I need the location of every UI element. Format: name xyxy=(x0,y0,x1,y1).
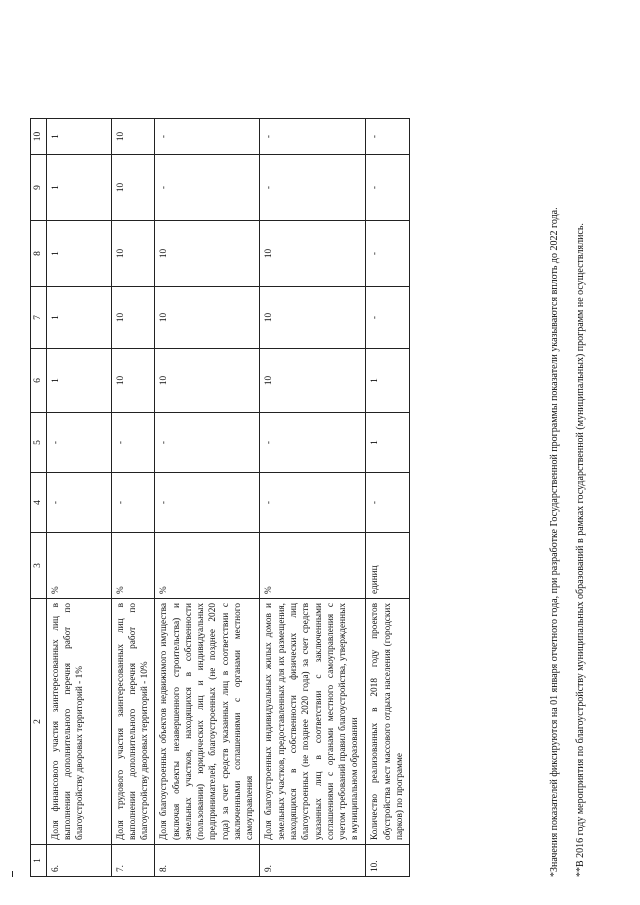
indicator-text: Доля благоустроенных объектов недвижимого имущества (включая объекты незавершенного строительства) и земельных участков, находящихся в собственности (пользовании) юридических лиц и индивидуальных предпринимателей, благоустроенных (не позднее 2020 года) за счет средств указанных лиц в соответствии с заключенными соглашениями с органами местного самоуправления xyxy=(155,599,260,845)
row-number: 10. xyxy=(366,845,410,877)
value-cell: 1 xyxy=(46,155,111,221)
value-cell: - xyxy=(155,473,260,533)
value-cell: 1 xyxy=(46,287,111,349)
value-cell: 10 xyxy=(111,349,155,413)
row-number: 8. xyxy=(155,845,260,877)
value-cell: 1 xyxy=(366,413,410,473)
value-cell: - xyxy=(111,473,155,533)
value-cell: - xyxy=(366,155,410,221)
header-cell: 1 xyxy=(31,845,47,877)
unit-cell: % xyxy=(155,533,260,599)
footnote-2: **В 2016 году мероприятия по благоустройству муниципальных образований в рамках государственной (муниципальных) программ не осуществлялись. xyxy=(575,223,586,877)
value-cell: 10 xyxy=(111,119,155,155)
value-cell: - xyxy=(366,287,410,349)
table-row xyxy=(366,119,410,877)
value-cell: 10 xyxy=(260,349,366,413)
header-cell: 9 xyxy=(31,155,47,221)
value-cell: - xyxy=(155,413,260,473)
table-row xyxy=(155,119,260,877)
footnote-1: *Значения показателей фиксируются на 01 января отчетного года, при разработке Государственной программы показатели указываются вплоть до 2022 года. xyxy=(549,207,560,877)
indicator-text: Количество реализованных в 2018 году проектов обустройства мест массового отдыха населения (городских парков) по программе xyxy=(366,599,410,845)
value-cell: 10 xyxy=(260,221,366,287)
value-cell: - xyxy=(366,473,410,533)
header-cell: 2 xyxy=(31,599,47,845)
table-row xyxy=(260,119,366,877)
value-cell: 10 xyxy=(111,155,155,221)
indicators-table xyxy=(30,118,410,877)
unit-cell: % xyxy=(260,533,366,599)
indicator-text: Доля трудового участия заинтересованных лиц в выполнении дополнительного перечня работ по благоустройству дворовых территорий - 10% xyxy=(111,599,155,845)
value-cell: 10 xyxy=(155,287,260,349)
value-cell: 10 xyxy=(111,221,155,287)
value-cell: 10 xyxy=(155,221,260,287)
value-cell: 1 xyxy=(46,119,111,155)
unit-cell: % xyxy=(46,533,111,599)
indicator-text: Доля финансового участия заинтересованных лиц в выполнении дополнительного перечня работ по благоустройству дворовых территорий - 1% xyxy=(46,599,111,845)
unit-cell: единиц xyxy=(366,533,410,599)
unit-cell: % xyxy=(111,533,155,599)
header-cell: 3 xyxy=(31,533,47,599)
value-cell: - xyxy=(155,155,260,221)
value-cell: 1 xyxy=(366,349,410,413)
value-cell: - xyxy=(260,119,366,155)
header-cell: 6 xyxy=(31,349,47,413)
value-cell: - xyxy=(46,473,111,533)
value-cell: 1 xyxy=(46,221,111,287)
corner-mark xyxy=(12,871,13,877)
header-cell: 8 xyxy=(31,221,47,287)
value-cell: 10 xyxy=(260,287,366,349)
row-number: 6. xyxy=(46,845,111,877)
value-cell: 1 xyxy=(46,349,111,413)
row-number: 7. xyxy=(111,845,155,877)
value-cell: 10 xyxy=(111,287,155,349)
header-cell: 5 xyxy=(31,413,47,473)
value-cell: - xyxy=(260,413,366,473)
header-cell: 10 xyxy=(31,119,47,155)
value-cell: - xyxy=(366,221,410,287)
value-cell: - xyxy=(155,119,260,155)
header-cell: 4 xyxy=(31,473,47,533)
header-cell: 7 xyxy=(31,287,47,349)
table-row xyxy=(46,119,111,877)
indicator-text: Доля благоустроенных индивидуальных жилых домов и земельных участков, предоставленных для их размещения, находящихся в собственности физических лиц благоустроенных (не позднее 2020 года) за счет средств указанных лиц в соответствии с заключенными соглашениями с органами местного самоуправления с учетом требований правил благоустройства, утвержденных в муниципальном образовании xyxy=(260,599,366,845)
row-number: 9. xyxy=(260,845,366,877)
value-cell: - xyxy=(46,413,111,473)
value-cell: - xyxy=(260,155,366,221)
table-row xyxy=(111,119,155,877)
value-cell: - xyxy=(111,413,155,473)
value-cell: - xyxy=(366,119,410,155)
value-cell: 10 xyxy=(155,349,260,413)
header-row xyxy=(31,119,47,877)
value-cell: - xyxy=(260,473,366,533)
